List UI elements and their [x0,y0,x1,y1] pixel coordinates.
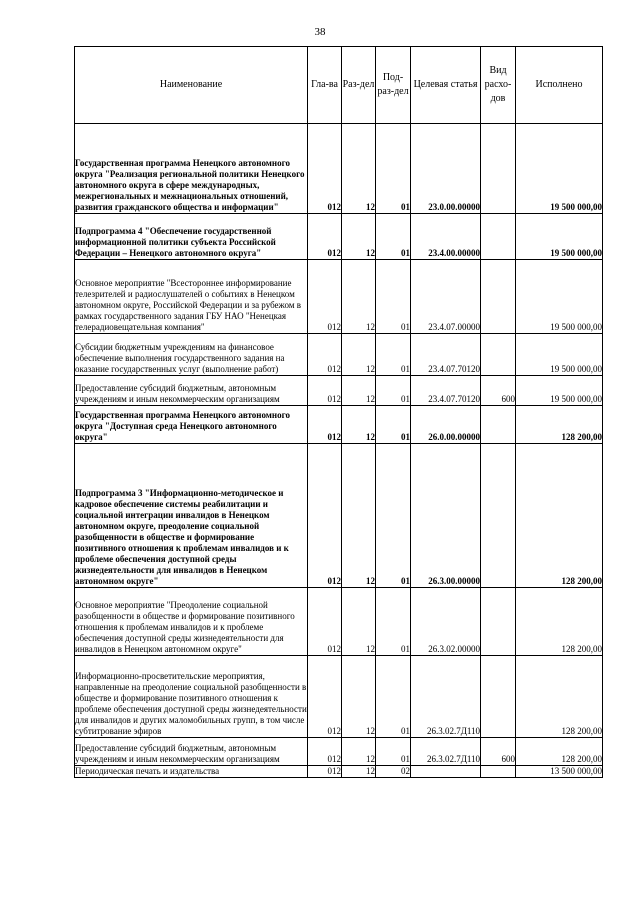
podrazdel-cell: 01 [376,444,411,588]
name-cell: Основное мероприятие "Преодоление социальной разобщенности в обществе и формирование позитивного отношения к проблемам инвалидов и к проблеме обеспечения доступной среды жизнедеятельности для инвалидов в Ненецком автономном округе" [75,588,308,656]
razdel-cell: 12 [342,656,376,738]
vid-rashodov-cell: 600 [481,376,516,406]
podrazdel-cell: 01 [376,376,411,406]
ispolneno-cell: 19 500 000,00 [516,334,603,376]
table-row [75,260,603,334]
razdel-cell: 12 [342,766,376,778]
table-row [75,334,603,376]
glava-cell: 012 [308,766,342,778]
razdel-cell: 12 [342,406,376,444]
table-row [75,124,603,214]
glava-cell: 012 [308,738,342,766]
razdel-cell: 12 [342,738,376,766]
ispolneno-cell: 13 500 000,00 [516,766,603,778]
ispolneno-cell: 19 500 000,00 [516,214,603,260]
ispolneno-cell: 128 200,00 [516,406,603,444]
table-header-row [75,47,603,124]
celevaya-statya-cell: 23.4.00.00000 [411,214,481,260]
vid-rashodov-cell [481,656,516,738]
razdel-cell: 12 [342,588,376,656]
vid-rashodov-cell [481,444,516,588]
vid-rashodov-cell [481,260,516,334]
podrazdel-cell: 01 [376,124,411,214]
page-number: 38 [314,26,326,38]
celevaya-statya-cell: 23.4.07.70120 [411,334,481,376]
table-row [75,656,603,738]
vid-rashodov-cell [481,766,516,778]
razdel-cell: 12 [342,334,376,376]
ispolneno-cell: 19 500 000,00 [516,260,603,334]
glava-cell: 012 [308,656,342,738]
glava-cell: 012 [308,588,342,656]
ispolneno-cell: 128 200,00 [516,738,603,766]
razdel-cell: 12 [342,376,376,406]
table-row [75,444,603,588]
podrazdel-cell: 01 [376,260,411,334]
vid-rashodov-cell [481,124,516,214]
podrazdel-cell: 02 [376,766,411,778]
razdel-cell: 12 [342,260,376,334]
podrazdel-cell: 01 [376,334,411,376]
razdel-cell: 12 [342,124,376,214]
celevaya-statya-cell: 26.3.00.00000 [411,444,481,588]
celevaya-statya-cell: 26.3.02.7Д110 [411,738,481,766]
podrazdel-cell: 01 [376,214,411,260]
glava-cell: 012 [308,376,342,406]
vid-rashodov-cell [481,406,516,444]
vid-rashodov-cell [481,588,516,656]
table-row [75,406,603,444]
celevaya-statya-cell: 26.3.02.7Д110 [411,656,481,738]
table-row [75,376,603,406]
budget-execution-table [74,46,603,778]
name-cell: Информационно-просветительские мероприятия, направленные на преодоление социальной разобщенности в обществе и формирование позитивного отношения к проблеме обеспечения доступной среды жизнедеятельности для инвалидов и других маломобильных групп, в том числе субтитрование эфиров [75,656,308,738]
column-header-podrazdel: Под-раз-дел [376,47,411,124]
vid-rashodov-cell: 600 [481,738,516,766]
column-header-vid-rashodov: Вид расхо-дов [481,47,516,124]
column-header-glava: Гла-ва [308,47,342,124]
table-body [75,124,603,778]
ispolneno-cell: 128 200,00 [516,444,603,588]
table-row [75,766,603,778]
ispolneno-cell: 128 200,00 [516,656,603,738]
ispolneno-cell: 19 500 000,00 [516,124,603,214]
glava-cell: 012 [308,406,342,444]
table-row [75,588,603,656]
razdel-cell: 12 [342,214,376,260]
podrazdel-cell: 01 [376,588,411,656]
name-cell: Государственная программа Ненецкого автономного округа "Доступная среда Ненецкого автономного округа" [75,406,308,444]
table-row [75,738,603,766]
column-header-ispolneno: Исполнено [516,47,603,124]
glava-cell: 012 [308,334,342,376]
table-row [75,214,603,260]
column-header-razdel: Раз-дел [342,47,376,124]
celevaya-statya-cell: 23.4.07.70120 [411,376,481,406]
vid-rashodov-cell [481,334,516,376]
name-cell: Подпрограмма 3 "Информационно-методическое и кадровое обеспечение системы реабилитации и социальной интеграции инвалидов в Ненецком автономном округе, преодоление социальной разобщенности в обществе и формирование позитивного отношения к проблемам инвалидов и к проблеме обеспечения доступной среды жизнедеятельности для инвалидов в Ненецком автономном округе" [75,444,308,588]
glava-cell: 012 [308,444,342,588]
celevaya-statya-cell: 26.0.00.00000 [411,406,481,444]
celevaya-statya-cell: 26.3.02.00000 [411,588,481,656]
podrazdel-cell: 01 [376,738,411,766]
glava-cell: 012 [308,124,342,214]
ispolneno-cell: 19 500 000,00 [516,376,603,406]
name-cell: Подпрограмма 4 "Обеспечение государственной информационной политики субъекта Российской Федерации – Ненецкого автономного округа" [75,214,308,260]
glava-cell: 012 [308,260,342,334]
celevaya-statya-cell [411,766,481,778]
name-cell: Основное мероприятие "Всестороннее информирование телезрителей и радиослушателей о событиях в Ненецком автономном округе, Российской Федерации и за рубежом в рамках государственного задания ГБУ НАО "Ненецкая телерадиовещательная компания" [75,260,308,334]
celevaya-statya-cell: 23.0.00.00000 [411,124,481,214]
podrazdel-cell: 01 [376,406,411,444]
name-cell: Предоставление субсидий бюджетным, автономным учреждениям и иным некоммерческим организациям [75,376,308,406]
name-cell: Субсидии бюджетным учреждениям на финансовое обеспечение выполнения государственного задания на оказание государственных услуг (выполнение работ) [75,334,308,376]
razdel-cell: 12 [342,444,376,588]
glava-cell: 012 [308,214,342,260]
column-header-celevaya-statya: Целевая статья [411,47,481,124]
ispolneno-cell: 128 200,00 [516,588,603,656]
podrazdel-cell: 01 [376,656,411,738]
name-cell: Государственная программа Ненецкого автономного округа "Реализация региональной политики Ненецкого автономного округа в сфере международных, межрегиональных и межнациональных отношений, развития гражданского общества и информации" [75,124,308,214]
celevaya-statya-cell: 23.4.07.00000 [411,260,481,334]
name-cell: Периодическая печать и издательства [75,766,308,778]
vid-rashodov-cell [481,214,516,260]
column-header-name: Наименование [75,47,308,124]
name-cell: Предоставление субсидий бюджетным, автономным учреждениям и иным некоммерческим организациям [75,738,308,766]
